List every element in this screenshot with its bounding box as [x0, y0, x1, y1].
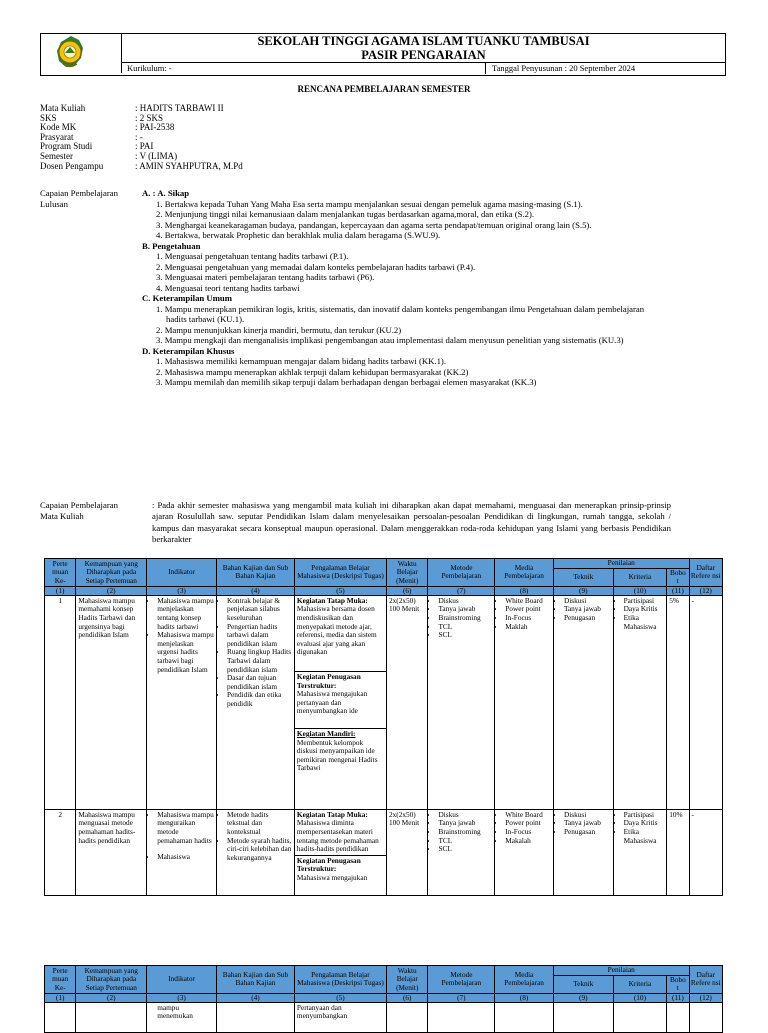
col-number: (12)	[689, 586, 722, 595]
document-header	[40, 33, 726, 76]
cpmk-label	[40, 500, 118, 521]
institution-name: SEKOLAH TINGGI AGAMA ISLAM TUANKU TAMBUSAI	[257, 34, 590, 48]
list-item: • Metode hadits tekstual dan kontekstual	[227, 811, 292, 837]
terstruktur-title: Kegiatan Penugasan Terstruktur:	[296, 855, 361, 874]
list-item: • Tanya jawab	[438, 819, 492, 828]
list-item: • In-Focus	[505, 828, 551, 837]
list-item: • Tanya jawab	[438, 605, 492, 614]
row-pengalaman	[294, 595, 386, 809]
cpl-item: 2. Mahasiswa mampu menerapkan akhlak terpuji dalam kehidupan bermasyarakat (KK.2)	[156, 366, 469, 377]
row-referensi: -	[689, 595, 722, 809]
col-header-media: Media Pembelajaran	[495, 559, 554, 587]
col-header-penilaian: Penilaian	[553, 966, 689, 976]
list-item: • Partisipasi	[624, 811, 665, 820]
row-teknik	[553, 595, 613, 809]
cpmk-text: : Pada akhir semester mahasiswa yang mengambil mata kuliah ini diharapkan akan dapat memahami, menguasai dan menerapkan prinsip-prinsip ajaran Rosulullah saw. seputar Pendidikan Islam dalam menyelesaikan persoalan-pesoalan Pendidikan di lingkungan, rumah tangga, sekolah / kampus dan masyarakat secara konseptual maupun operasional. Dalam menggerakkan roda-roda kehidupan yang Islami yang berbasis Pendidikan berkarakter	[152, 500, 671, 544]
row-kriteria	[613, 595, 667, 809]
list-item: • Daya Kritis	[624, 605, 665, 614]
cpl-item: 2. Mampu menunjukkan kinerja mandiri, bermutu, dan terukur (KU.2)	[156, 324, 402, 335]
row-bahan	[217, 809, 295, 895]
col-number: (9)	[553, 586, 613, 595]
continued-text: mampu menemukan	[157, 1002, 193, 1021]
col-number: (11)	[667, 586, 689, 595]
rps-table-continued	[44, 965, 723, 1033]
header-meta-row	[122, 62, 725, 74]
row-bahan	[217, 1002, 295, 1032]
institution-logo	[41, 34, 122, 73]
row-indikator	[147, 595, 217, 809]
list-item: • TCL	[438, 837, 492, 846]
col-number: (4)	[217, 586, 295, 595]
col-number: (2)	[76, 586, 147, 595]
list-item: • Mahasiswa mampu menjelaskan urgensi hadits tarbawi bagi pendidikan Islam	[157, 631, 214, 674]
col-header-metode: Metode Pembelajaran	[428, 966, 495, 994]
course-label: Program Studi	[40, 141, 93, 152]
list-item: • Diskus	[438, 597, 492, 606]
table-row	[45, 1002, 723, 1032]
col-number: (5)	[294, 586, 386, 595]
row-kriteria	[613, 1002, 667, 1032]
list-item: • TCL	[438, 623, 492, 632]
row-waktu: 2x(2x50) 100 Menit	[386, 595, 427, 809]
col-header-teknik: Teknik	[553, 975, 613, 993]
course-value: : HADITS TARBAWI II	[135, 103, 224, 113]
course-label: Dosen Pengampu	[40, 160, 104, 171]
col-number: (8)	[495, 993, 554, 1002]
row-kriteria	[613, 809, 667, 895]
course-value: : AMIN SYAHPUTRA, M.Pd	[135, 160, 243, 171]
course-label: SKS	[40, 112, 57, 123]
list-item: • Pendidik dan etika pendidik	[227, 691, 292, 708]
list-item: • Tanya jawab	[564, 819, 611, 828]
course-label: Kode MK	[40, 122, 77, 133]
cpl-label-line: Lulusan	[40, 198, 68, 209]
list-item: • Maklah	[505, 623, 551, 632]
list-item: • Partisipasi	[624, 597, 665, 606]
list-item: • Pengertian hadits tarbawi dalam pendidikan islam	[227, 623, 292, 649]
row-media	[495, 809, 554, 895]
list-item: • Metode syarah hadits, ciri-ciri kelebihan dan kekurangannya	[227, 837, 292, 863]
row-bobot: 10%	[667, 809, 689, 895]
list-item: • Penugasan	[564, 614, 611, 623]
cpmk-label-line: Mata Kuliah	[40, 510, 84, 521]
col-header-pengalaman: Pengalaman Belajar Mahasiswa (Deskripsi Tugas)	[294, 966, 386, 994]
course-value: : PAI	[135, 141, 154, 152]
col-number: (6)	[386, 993, 427, 1002]
col-header-kemampuan: Kemampuan yang Diharapkan pada Setiap Pertemuan	[76, 966, 147, 994]
row-pengalaman: Pertanyaan dan menyumbangkan	[294, 1002, 386, 1032]
cpl-section-title: D. Keterampilan Khusus	[142, 345, 235, 356]
table-row	[45, 809, 723, 895]
col-header-pertemuan: Perte muan Ke-	[45, 559, 76, 587]
col-number: (1)	[45, 586, 76, 595]
cpl-item: 3. Menghargai keanekaragaman budaya, pandangan, kepercayaan dan agama serta pendapat/temuan original orang lain (S.5).	[156, 219, 592, 230]
col-header-daftar: Daftar Refere nsi	[689, 966, 722, 994]
col-header-teknik: Teknik	[553, 568, 613, 586]
course-value: : 2 SKS	[135, 112, 164, 123]
list-item: • Mahasiswa mampu menjelaskan tentang konsep hadits tarbawi	[157, 597, 214, 631]
col-number: (3)	[147, 586, 217, 595]
list-item: • Makalah	[505, 837, 551, 846]
list-item: • Kontrak belajar & penjelasan silabus keseluruhan	[227, 597, 292, 623]
list-item: • Brainstroming	[438, 614, 492, 623]
col-header-kriteria: Kriteria	[613, 975, 667, 993]
row-waktu	[386, 1002, 427, 1032]
institution-seal-icon	[41, 34, 121, 73]
tatap-muka-title: Kegiatan Tatap Muka:	[296, 595, 368, 605]
row-number	[45, 1002, 76, 1032]
cpl-section-title: C. Keterampilan Umum	[142, 293, 233, 303]
list-item: • Penugasan	[564, 828, 611, 837]
row-media	[495, 1002, 554, 1032]
tatap-muka-text: Mahasiswa diminta mempersentasekan materi tentang metode pemahaman hadits-hadits pendidikan	[296, 818, 379, 854]
row-media	[495, 595, 554, 809]
list-item: • Mahasiswa mampu menguraikan metode pemahaman hadits	[157, 811, 214, 845]
col-number: (1)	[45, 993, 76, 1002]
row-bobot	[667, 1002, 689, 1032]
institution-location: PASIR PENGARAIAN	[361, 48, 486, 62]
col-number: (7)	[428, 993, 495, 1002]
cpl-item: 4. Bertakwa, berwatak Prophetic dan berakhlak mulia dalam beragama (S.WU.9).	[156, 230, 441, 240]
course-value: : PAI-2538	[135, 122, 175, 133]
col-header-indikator: Indikator	[147, 966, 217, 994]
row-teknik	[553, 1002, 613, 1032]
kurikulum-text: Kurikulum: -	[127, 63, 172, 73]
cpl-item: 2. Menguasai pengetahuan yang memadai dalam konteks pembelajaran hadits tarbawi (P.4).	[156, 261, 476, 272]
list-item: • SCL	[438, 631, 492, 640]
cpl-item: 4. Menguasai teori tentang hadits tarbawi	[156, 282, 300, 293]
list-item: • SCL	[438, 845, 492, 854]
col-header-kriteria: Kriteria	[613, 568, 667, 586]
list-item: • Diskusi	[564, 597, 611, 606]
cpl-item: 3. Menguasai materi pembelajaran tentang hadits tarbawi (P6).	[156, 272, 375, 282]
col-header-bahan: Bahan Kajian dan Sub Bahan Kajian	[217, 966, 295, 994]
rps-table	[44, 558, 723, 896]
col-header-kemampuan: Kemampuan yang Diharapkan pada Setiap Pertemuan	[76, 559, 147, 587]
list-item: • Ruang lingkup Hadits Tarbawi dalam pendidikan islam	[227, 648, 292, 674]
mandiri-text: Membentuk kelompok diskusi menyampaikan ide pemikiran mengenai Hadits Tarbawi	[296, 737, 378, 773]
row-waktu: 2x(2x50) 100 Menit	[386, 809, 427, 895]
list-item: • White Board	[505, 811, 551, 820]
col-number: (4)	[217, 993, 295, 1002]
row-teknik	[553, 809, 613, 895]
col-number: (6)	[386, 586, 427, 595]
col-header-daftar: Daftar Refere nsi	[689, 559, 722, 587]
list-item: • Power point	[505, 605, 551, 614]
cpl-section-title: A. : A. Sikap	[142, 188, 190, 198]
list-item: • Dasar dan tujuan pendidikan islam	[227, 674, 292, 691]
cpmk-label-line: Capaian Pembelajaran	[40, 500, 118, 510]
cpl-content	[142, 188, 644, 388]
col-number: (10)	[613, 993, 667, 1002]
list-item: • Tanya jawab	[564, 605, 611, 614]
col-header-media: Media Pembelajaran	[495, 966, 554, 994]
terstruktur-text: Mahasiswa mengajukan pertanyaan dan menyumbangkan ide	[296, 689, 368, 716]
cpl-item: 3. Mampu mengkaji dan menganalisis implikasi pengembangan atau implementasi dalam menyusun penelitian yang sistematis (KU.3)	[156, 335, 624, 345]
cpl-item: 1. Menguasai pengetahuan tentang hadits tarbawi (P.1).	[156, 251, 349, 261]
col-number: (2)	[76, 993, 147, 1002]
course-label: Mata Kuliah	[40, 103, 86, 113]
row-kemampuan: Mahasiswa mampu menguasai metode pemahaman hadits-hadits pendidikan	[76, 809, 147, 895]
course-value: : -	[135, 131, 143, 142]
col-header-bobot: Bobo t	[667, 568, 689, 586]
cpl-item: 3. Mampu memilah dan memilih sikap terpuji dalam berhadapan dengan berbagai elemen masyarakat (KK.3)	[156, 377, 537, 387]
row-metode	[428, 809, 495, 895]
row-metode	[428, 1002, 495, 1032]
list-item: • Etika Mahasiswa	[624, 828, 665, 845]
row-bobot: 5%	[667, 595, 689, 809]
col-header-waktu: Waktu Belajar (Menit)	[386, 966, 427, 994]
row-referensi: -	[689, 809, 722, 895]
course-value: : V (LIMA)	[135, 150, 178, 161]
col-header-penilaian: Penilaian	[553, 559, 689, 569]
terstruktur-block	[295, 855, 386, 883]
col-header-pengalaman: Pengalaman Belajar Mahasiswa (Deskripsi Tugas)	[294, 559, 386, 587]
course-label: Semester	[40, 150, 73, 161]
col-header-waktu: Waktu Belajar (Menit)	[386, 559, 427, 587]
col-number: (11)	[667, 993, 689, 1002]
mandiri-block	[295, 728, 386, 773]
cpl-item: 1. Mahasiswa memiliki kemampuan mengajar dalam bidang hadits tarbawi (KK.1).	[156, 356, 446, 366]
mandiri-title: Kegiatan Mandiri:	[296, 728, 356, 738]
list-item: • Diskus	[438, 811, 492, 820]
row-number: 2	[45, 809, 76, 895]
tatap-muka-title: Kegiatan Tatap Muka:	[296, 809, 368, 819]
col-header-bahan: Bahan Kajian dan Sub Bahan Kajian	[217, 559, 295, 587]
row-referensi	[689, 1002, 722, 1032]
list-item: • Power point	[505, 819, 551, 828]
course-label: Prasyarat	[40, 131, 74, 142]
col-header-indikator: Indikator	[147, 559, 217, 587]
row-indikator	[147, 809, 217, 895]
col-header-pertemuan: Perte muan Ke-	[45, 966, 76, 994]
row-pengalaman	[294, 809, 386, 895]
col-number: (3)	[147, 993, 217, 1002]
row-number: 1	[45, 595, 76, 809]
cpl-label	[40, 188, 118, 209]
col-header-bobot: Bobo t	[667, 975, 689, 993]
terstruktur-text: Mahasiswa mengajukan	[296, 872, 368, 882]
list-item: • White Board	[505, 597, 551, 606]
tatap-muka-text: Mahasiswa bersama dosen mendiskusikan dan menyepakati metode ajar, referensi, media dan sistem evaluasi ajar yang akan digunakan	[296, 604, 377, 657]
list-item: • In-Focus	[505, 614, 551, 623]
document-title: RENCANA PEMBELAJARAN SEMESTER	[297, 84, 471, 94]
terstruktur-block	[295, 671, 386, 716]
cpl-section-title: B. Pengetahuan	[142, 240, 201, 251]
table-row	[45, 595, 723, 809]
list-item: • Brainstroming	[438, 828, 492, 837]
list-item: • Mahasiswa	[157, 853, 214, 862]
col-number: (8)	[495, 586, 554, 595]
col-header-metode: Metode Pembelajaran	[428, 559, 495, 587]
terstruktur-title: Kegiatan Penugasan Terstruktur:	[296, 671, 361, 690]
cpl-label-line: Capaian Pembelajaran	[40, 188, 118, 198]
col-number: (10)	[613, 586, 667, 595]
list-item: • Etika Mahasiswa	[624, 614, 665, 631]
row-bahan	[217, 595, 295, 809]
course-values	[135, 104, 243, 171]
row-indikator	[147, 1002, 217, 1032]
course-labels	[40, 104, 103, 171]
cpl-item: 1. Mampu menerapkan pemikiran logis, kritis, sistematis, dan inovatif dalam konteks pengembangan ilmu Pengetahuan dalam pembelajaran	[156, 303, 645, 314]
col-number: (9)	[553, 993, 613, 1002]
tanggal-penyusunan: Tanggal Penyusunan : 20 September 2024	[485, 63, 725, 74]
row-metode	[428, 595, 495, 809]
col-number: (5)	[294, 993, 386, 1002]
col-number: (7)	[428, 586, 495, 595]
cpl-item: hadits tarbawi (KU.1).	[166, 314, 245, 324]
row-kemampuan	[76, 1002, 147, 1032]
cpl-item: 2. Menjunjung tinggi nilai kemanusiaan dalam menjalankan tugas berdasarkan agama,moral, dan etika (S.2).	[156, 209, 535, 219]
row-kemampuan: Mahasiswa mampu memahami konsep Hadits Tarbawi dan urgensinya bagi pendidikan Islam	[76, 595, 147, 809]
cpl-item: 1. Bertakwa kepada Tuhan Yang Maha Esa serta mampu menjalankan sesuai dengan pemeluk agama masing-masing (S.1).	[156, 198, 583, 209]
col-number: (12)	[689, 993, 722, 1002]
list-item: • Daya Kritis	[624, 819, 665, 828]
list-item: • Diskusi	[564, 811, 611, 820]
